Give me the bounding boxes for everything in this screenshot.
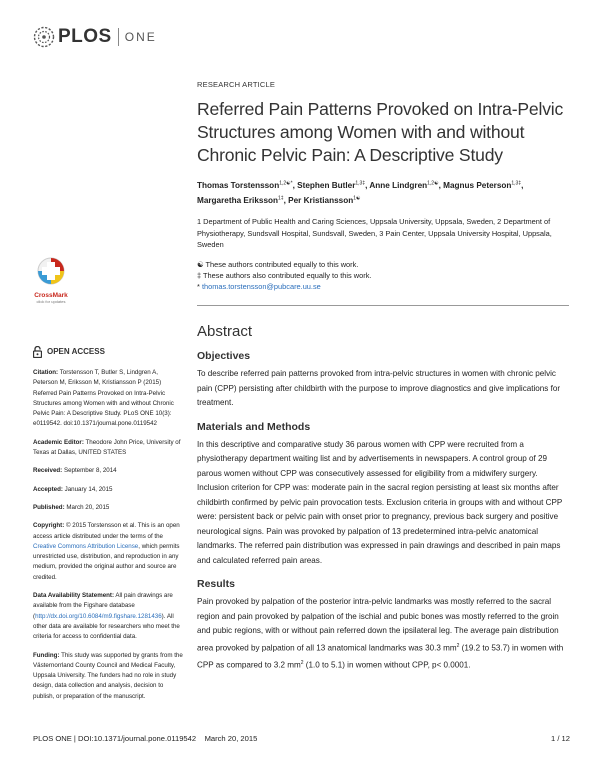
logo-divider	[118, 28, 119, 46]
received-date	[33, 466, 183, 476]
data-text-2: ). All other data are available for researchers who meet the criteria for access to confidential data.	[33, 612, 180, 641]
note-star: *	[197, 281, 202, 291]
methods-text: In this descriptive and comparative study 36 parous women with CPP were recruited from a physiotherapy department waiting list and by advertisements in newspapers. A control group of 29 parous women without CPP was consecutively assessed for eligibility from a midwifery surgery. Inclusion criterion for CPP was: moderate pain in the sacral region persisting at least six months after childbirth confirmed by pelvic pain provocation tests. Exclusion criteria in groups with and without CPP were: persistent back or pelvic pain with onset prior to pregnancy, previous back surgery and positive neurological signs. Pain was provoked by palpation of 13 predetermined intra-pelvic anatomical landmarks. The referred pain distribution was expressed in pain drawings and described in pain maps and calculated referred pain areas.	[197, 439, 563, 565]
note-equal: ☯ These authors contributed equally to this work.	[197, 260, 359, 270]
footer-page-number: 1 / 12	[551, 734, 570, 743]
author-separator: ,	[283, 195, 289, 205]
cc-license-link[interactable]: Creative Commons Attribution License	[33, 542, 139, 550]
footer-doi: PLOS ONE | DOI:10.1371/journal.pone.0119542	[33, 734, 197, 743]
received-text: September 8, 2014	[62, 467, 117, 475]
accepted-label: Accepted:	[33, 485, 63, 493]
crossmark-badge[interactable]	[33, 256, 69, 304]
affiliations: 1 Department of Public Health and Caring Sciences, Uppsala University, Uppsala, Sweden, 2 Department of Physiotherapy, Sundsvall Hospital, Sundsvall, Sweden, 3 Pain Center, Uppsala University Hospital, Uppsala, Sweden	[197, 217, 552, 249]
author-affil-sup: 1‡	[278, 195, 284, 202]
author-separator: ,	[292, 180, 298, 190]
corresponding-email-link[interactable]: thomas.torstensson@pubcare.uu.se	[201, 281, 321, 291]
author-item	[369, 181, 443, 190]
author-list	[197, 177, 569, 207]
results-heading: Results	[197, 578, 235, 591]
published-label: Published:	[33, 503, 65, 511]
author-affil-sup: 1,3‡	[511, 180, 522, 186]
received-label: Received:	[33, 467, 63, 475]
results-part-3: (1.0 to 5.1) in women without CPP, p< 0.0001.	[303, 660, 471, 670]
crossmark-icon	[36, 256, 66, 286]
methods-heading: Materials and Methods	[197, 420, 311, 433]
note-corresponding	[197, 282, 569, 293]
editor-text: Theodore John Price, University of Texas at Dallas, UNITED STATES	[33, 438, 181, 457]
plos-dots-icon	[33, 26, 55, 48]
published-date	[33, 503, 183, 513]
academic-editor	[33, 438, 183, 459]
open-lock-icon	[33, 346, 42, 358]
author-separator: ,	[438, 180, 444, 190]
author-name: Margaretha Eriksson	[197, 195, 278, 205]
author-name: Anne Lindgren	[369, 180, 428, 190]
abstract-heading: Abstract	[197, 323, 253, 341]
author-item	[443, 181, 523, 190]
citation-text: Torstensson T, Butler S, Lindgren A, Peterson M, Eriksson M, Kristiansson P (2015) Referred Pain Patterns Provoked on Intra-Pelvic Structures among Women with and without Chronic Pelvic Pain: A Descriptive Study. PLoS ONE 10(3): e0119542. doi:10.1371/journal.pone.0119542	[33, 369, 174, 428]
funding-text: This study was supported by grants from the Västernorrland County Council and Medical Faculty, Uppsala University. The funders had no role in study design, data collection and analysis, decision to publish, or preparation of the manuscript.	[33, 651, 183, 700]
article-main	[197, 80, 569, 673]
note-also: ‡ These authors also contributed equally to this work.	[197, 270, 372, 280]
author-separator: ,	[521, 180, 524, 190]
crossmark-label: CrossMark	[34, 292, 68, 299]
citation	[33, 368, 183, 430]
section-divider	[197, 305, 569, 306]
author-item	[197, 196, 288, 205]
footer-date: March 20, 2015	[204, 734, 258, 743]
author-name: Stephen Butler	[297, 180, 356, 190]
author-affil-sup: 1,2☯*	[279, 180, 293, 186]
crossmark-sub: click for updates	[36, 299, 66, 304]
copyright	[33, 521, 183, 583]
author-affil-sup: 1,2☯	[427, 180, 439, 186]
funding-label: Funding:	[33, 651, 60, 659]
results-text	[197, 595, 569, 673]
results-sup-2: 2	[300, 660, 304, 667]
author-name: Per Kristiansson	[288, 195, 354, 205]
editor-label: Academic Editor:	[33, 438, 84, 446]
author-item	[297, 181, 369, 190]
author-separator: ,	[365, 180, 370, 190]
data-text-1: All pain drawings are available from the Figshare database (	[33, 592, 173, 620]
article-info-sidebar	[33, 346, 183, 710]
author-notes	[197, 260, 569, 292]
logo-plos-text: PLOS	[58, 26, 112, 47]
accepted-date	[33, 485, 183, 495]
results-part-1: Pain provoked by palpation of the posterior intra-pelvic landmarks was mostly referred to the sacral region and pain provoked by palpation of the ischial and pubic bones was mostly referred to the groin and pubic regions, with or without pain referred down the ipsilateral leg. The average pain distribution area provoked by palpation of all 13 anatomical landmarks was 30.3 mm	[197, 597, 559, 653]
results-sup-1: 2	[456, 642, 460, 649]
open-access-label: OPEN ACCESS	[47, 346, 105, 356]
objectives-heading: Objectives	[197, 350, 251, 363]
author-name: Magnus Peterson	[443, 180, 512, 190]
plos-one-logo[interactable]	[33, 24, 157, 50]
copyright-text-1: © 2015 Torstensson et al. This is an open access article distributed under the terms of the	[33, 522, 180, 540]
data-availability	[33, 591, 183, 642]
article-type: RESEARCH ARTICLE	[197, 80, 276, 89]
page-footer	[33, 734, 570, 743]
author-affil-sup: 1,3‡	[355, 180, 366, 186]
article-title: Referred Pain Patterns Provoked on Intra-Pelvic Structures among Women with and without Chronic Pelvic Pain: A Descriptive Study	[197, 99, 564, 165]
copyright-label: Copyright:	[33, 522, 65, 530]
data-label: Data Availability Statement:	[33, 592, 115, 600]
copyright-text-2: , which permits unrestricted use, distribution, and reproduction in any medium, provided the original author and source are credited.	[33, 542, 180, 581]
logo-journal-text: ONE	[124, 30, 157, 44]
author-name: Thomas Torstensson	[197, 180, 280, 190]
funding	[33, 651, 183, 702]
author-item	[288, 196, 360, 205]
results-part-2: (19.2 to 53.7) in women with CPP as compared to 3.2 mm	[197, 643, 564, 670]
citation-label: Citation:	[33, 369, 59, 376]
published-text: March 20, 2015	[64, 503, 110, 511]
figshare-link[interactable]: http://dx.doi.org/10.6084/m9.figshare.1281436	[35, 612, 162, 620]
accepted-text: January 14, 2015	[62, 485, 113, 493]
open-access-badge	[33, 346, 183, 358]
author-item	[197, 181, 297, 190]
objectives-text: To describe referred pain patterns provoked from intra-pelvic structures in women with chronic pelvic pain (CPP) persisting after childbirth with the purpose to improve diagnostics and give implications for treatment.	[197, 369, 561, 408]
author-affil-sup: 1☯	[353, 195, 361, 202]
